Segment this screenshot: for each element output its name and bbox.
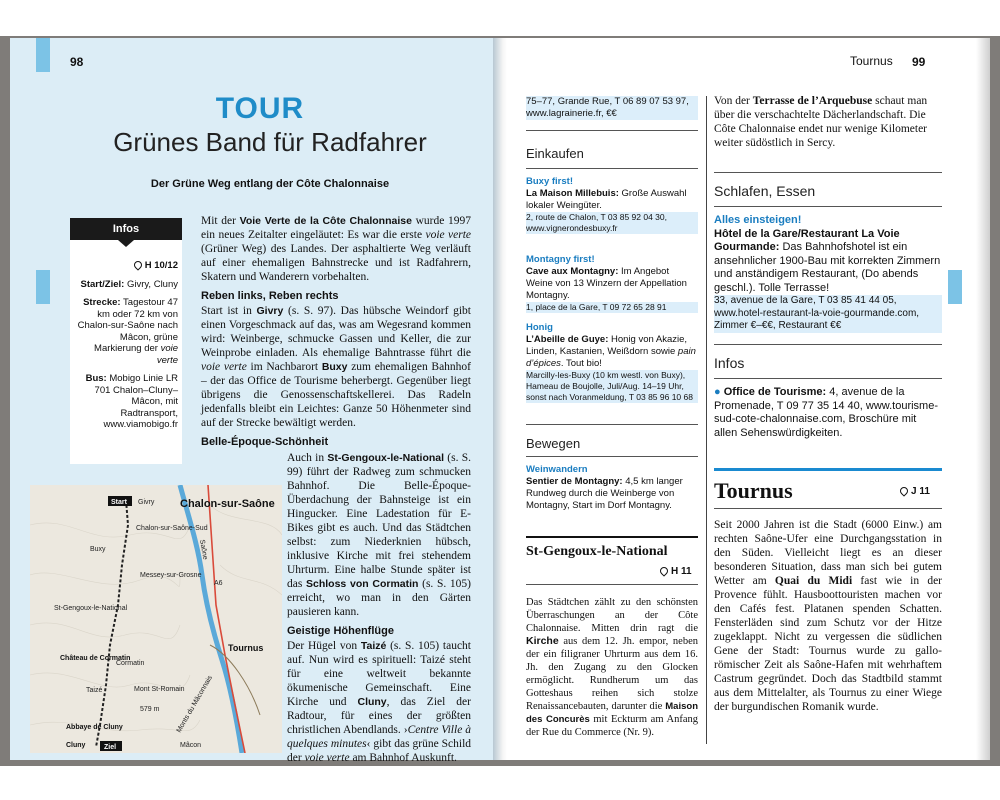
page-number-right: 99	[912, 55, 926, 69]
tour-intro: Mit der Voie Verte de la Côte Chalonnaise wurde 1997 ein neues Zeitalter eingeläutet: Es war die erste voie verte (Grüner Weg) des Landes. Der asphaltierte Weg verläuft auf einer ehemaligen Bahnstrecke und ist Radfahrern, Skatern und Wanderern vorbehalten.	[201, 215, 471, 283]
infos-strecke: Strecke: Tagestour 47 km oder 72 km von Chalon-sur-Saône nach Mâcon, grüne Markierung der voie verte	[77, 297, 178, 366]
top-address: 75–77, Grande Rue, T 06 89 07 53 97, www.lagrainerie.fr, €€	[526, 96, 698, 120]
map-place-cluny: Cluny	[66, 742, 86, 749]
infos-body	[72, 260, 178, 438]
running-head: Tournus	[850, 54, 893, 68]
left-thumb-tab-top	[36, 38, 50, 72]
rule-infos	[714, 344, 942, 345]
tour-title: Grünes Band für Radfahrer	[113, 127, 427, 157]
rule-infos-bottom	[714, 378, 942, 379]
section-schlafen: Schlafen, Essen	[714, 183, 816, 199]
arquebuse-text: Von der Terrasse de l’Arquebuse schaut man über die verschachtelte Dächerlandschaft. Die Côte Chalonnaise endet nur wenige Kilometer weiter südöstlich in Sercy.	[714, 95, 928, 149]
route-map	[30, 485, 282, 753]
entry-hotel-gare: Alles einsteigen! Hôtel de la Gare/Restaurant La Voie Gourmande: Das Bahnhofshotel ist ein ansehnlicher 1900-Bau mit korrekten Zimmern und anständigem Restaurant, (Do abends geschl.). Tolle Terrasse! 33, avenue de la Gare, T 03 85 41 44 05, www.hotel-restaurant-la-voie-gourmande.com, Zimmer €–€€, Restaurant €€	[714, 214, 941, 331]
heading-hoehenfluege: Geistige Höhenflüge	[287, 625, 394, 637]
rule-tournus	[714, 468, 942, 471]
infos-bus: Bus: Mobigo Linie LR 701 Chalon–Cluny–Mâcon, mit Radtransport, www.viamobigo.fr	[85, 373, 178, 430]
map-place-givry: Givry	[138, 499, 155, 506]
map-label-maconnais: Monts du Mâconnais	[175, 674, 215, 734]
paragraph-hoehenfluege: Der Hügel von Taizé (s. S. 105) taucht auf. Nun wird es spirituell: Taizé steht für eine weltweit bekannte ökumenische Gemeinschaft. Eine Kirche und Cluny, das Ziel der Radtour, für eines der größten christlichen Abendlands. ›Centre Ville à quelques minutes‹ gibt das grüne Schild der voie verte am Bahnhof Auskunft.	[287, 640, 472, 764]
map-place-mont-st-romain: Mont St-Romain	[134, 686, 185, 693]
map-place-chalon-sud: Chalon-sur-Saône-Sud	[136, 525, 208, 532]
section-bewegen: Bewegen	[526, 436, 581, 451]
right-thumb-tab	[948, 270, 962, 304]
rule-schlafen	[714, 172, 942, 173]
map-pin-icon	[132, 260, 143, 271]
tour-subtitle: Der Grüne Weg entlang der Côte Chalonnaise	[150, 178, 390, 190]
tour-text-column-narrow	[287, 451, 471, 765]
map-place-taize: Taizé	[86, 687, 103, 694]
map-label-a6: A6	[214, 580, 223, 587]
st-gengoux-title: St-Gengoux-le-National	[526, 544, 668, 559]
column-divider	[706, 96, 707, 744]
paragraph-reben: Start ist in Givry (s. S. 97). Das hübsche Weindorf gibt einen Vorgeschmack auf das, was am Wegesrand kommen wird: Weinberge, schmucke Gassen und Keller, die zur Weinprobe einladen. Als ehemalige Bahntrasse führt die voie verte im Nachbarort Buxy zum ehemaligen Bahnhof – der das Office de Tourisme beherbergt. Gegenüber liegt übrigens die Genossenschaftskellerei. Das Radeln jedenfalls bleibt ein Leichtes: Ganze 50 Höhenmeter sind auf der Strecke bewältigt werden.	[201, 305, 472, 429]
right-page-edge	[976, 38, 990, 760]
st-gengoux-text: Das Städtchen zählt zu den schönsten Überraschungen an der Côte Chalonnaise. Mitten drin ragt die Kirche aus dem 12. Jh. empor, neben der ein filigraner Uhrturm aus dem 16. Jh. den Zugang zu den Glocken ermöglicht. Rundherum um das Gotteshaus reihen sich stolze Renaissancebauten, darunter die Maison des Concurès mit Eckturm am Anfang der Rue du Commerce (Nr. 9).	[526, 597, 698, 738]
map-place-abbaye: Abbaye de Cluny	[66, 724, 123, 731]
rule-tournus-bottom	[714, 508, 942, 509]
rule-bewegen-bottom	[526, 456, 698, 457]
tour-label: TOUR	[215, 92, 305, 125]
rule-einkaufen-bottom	[526, 168, 698, 169]
map-start-label: Start	[111, 499, 127, 506]
entry-millebuis: Buxy first! La Maison Millebuis: Große Auswahl lokaler Weingüter. 2, route de Chalon, T 03 85 92 04 30, www.vignerondesbuxy.fr	[526, 176, 698, 234]
map-place-messey: Messey-sur-Grosne	[140, 572, 202, 579]
rule-bewegen	[526, 424, 698, 425]
entry-sentier: Weinwandern Sentier de Montagny: 4,5 km langer Rundweg durch die Weinberge von Montagny, Start im Dorf Montagny.	[526, 464, 683, 511]
section-infos: Infos	[714, 355, 745, 371]
bullet-icon: ●	[714, 386, 721, 398]
map-pin-icon	[898, 486, 909, 497]
map-place-st-gengoux: St-Gengoux-le-National	[54, 605, 128, 612]
map-place-chalon: Chalon-sur-Saône	[180, 498, 275, 510]
heading-belle-epoque: Belle-Époque-Schönheit	[201, 436, 329, 448]
rule-st-gengoux-bottom	[526, 584, 698, 585]
tour-text-column	[201, 214, 471, 450]
book-gutter	[493, 38, 507, 760]
map-label-saone: Saône	[198, 539, 209, 561]
map-place-buxy: Buxy	[90, 546, 106, 553]
tournus-text: Seit 2000 Jahren ist die Stadt (6000 Einw.) am rechten Saône-Ufer eine Durchgangsstation in den Süden. Vielleicht liegt es an dieser besonderen Situation, dass man sich bei gutem Wetter am Quai du Midi fast wie in der Provence fühlt. Hausboottouristen machen vor den Cafés fest. Platanen spenden Schatten. Fensterläden sind zum Schutz vor der Hitze zugeklappt. Nicht zu vergessen die südlichen Gene der Stadt: Tournus wurde zu gallo-römischer Zeit als Saône-Hafen mit wehrhaftem Castrum gegründet. Doch das Stadtbild stammt aus dem Mittelalter, als Tournus zu einer Wiege der burgundischen Romanik wurde.	[714, 519, 943, 713]
map-place-tournus: Tournus	[228, 643, 264, 653]
st-gengoux-grid: H 11	[660, 566, 692, 577]
map-place-macon: Mâcon	[180, 742, 202, 749]
entry-abeille: Honig L’Abeille de Guye: Honig von Akazie, Linden, Kastanien, Weißdorn sowie pain d’épices. Tout bio! Marcilly-les-Buxy (10 km westl. von Buxy), Hameau de Boujolle, Juli/Aug. 14–19 Uhr, sonst nach Voranmeldung, T 03 85 96 10 68	[526, 322, 698, 403]
heading-reben: Reben links, Reben rechts	[201, 290, 339, 302]
map-ziel-label: Ziel	[104, 744, 117, 751]
tournus-grid: J 11	[900, 486, 930, 497]
infos-heading: Infos	[70, 218, 182, 240]
left-thumb-tab-mid	[36, 270, 50, 304]
map-elevation: 579 m	[140, 706, 160, 713]
infos-start: Start/Ziel: Givry, Cluny	[80, 278, 178, 290]
infos-arrow	[118, 240, 134, 247]
tournus-title: Tournus	[714, 478, 793, 503]
infos-grid: H 10/12	[72, 260, 178, 272]
map-place-cormatin: Cormatin	[116, 660, 145, 667]
entry-cave-montagny: Montagny first! Cave aux Montagny: Im Angebot Weine von 13 Winzern der Appellation Montagny. 1, place de la Gare, T 09 72 65 28 91	[526, 254, 698, 313]
rule-schlafen-bottom	[714, 206, 942, 207]
page-number-left: 98	[70, 55, 84, 69]
entry-office-tourisme: ● Office de Tourisme: 4, avenue de la Promenade, T 09 77 35 14 40, www.tourisme-sud-cote-chalonnaise.com, Broschüre mit allen Sehenswürdigkeiten.	[714, 386, 938, 439]
paragraph-belle-epoque: Auch in St-Gengoux-le-National (s. S. 99) führt der Radweg zum schmucken Bahnhof. Die Belle-Époque-Überdachung der Bahnsteige ist ein Hingucker. Eine Ladestation für E-Bikes gibt es auch. Und das Städtchen selbst: zum Niederknien hübsch, inklusive Kirche mit frei stehendem Uhrturm. Eine halbe Stunde später ist das Schloss von Cormatin (s. S. 105) erreicht, wo man in den Gärten pausieren kann.	[287, 452, 472, 618]
rule-st-gengoux	[526, 536, 698, 538]
map-place-chateau-cormatin: Château de Cormatin	[60, 655, 131, 662]
section-einkaufen: Einkaufen	[526, 146, 584, 161]
map-pin-icon	[658, 566, 669, 577]
rule-einkaufen	[526, 130, 698, 131]
